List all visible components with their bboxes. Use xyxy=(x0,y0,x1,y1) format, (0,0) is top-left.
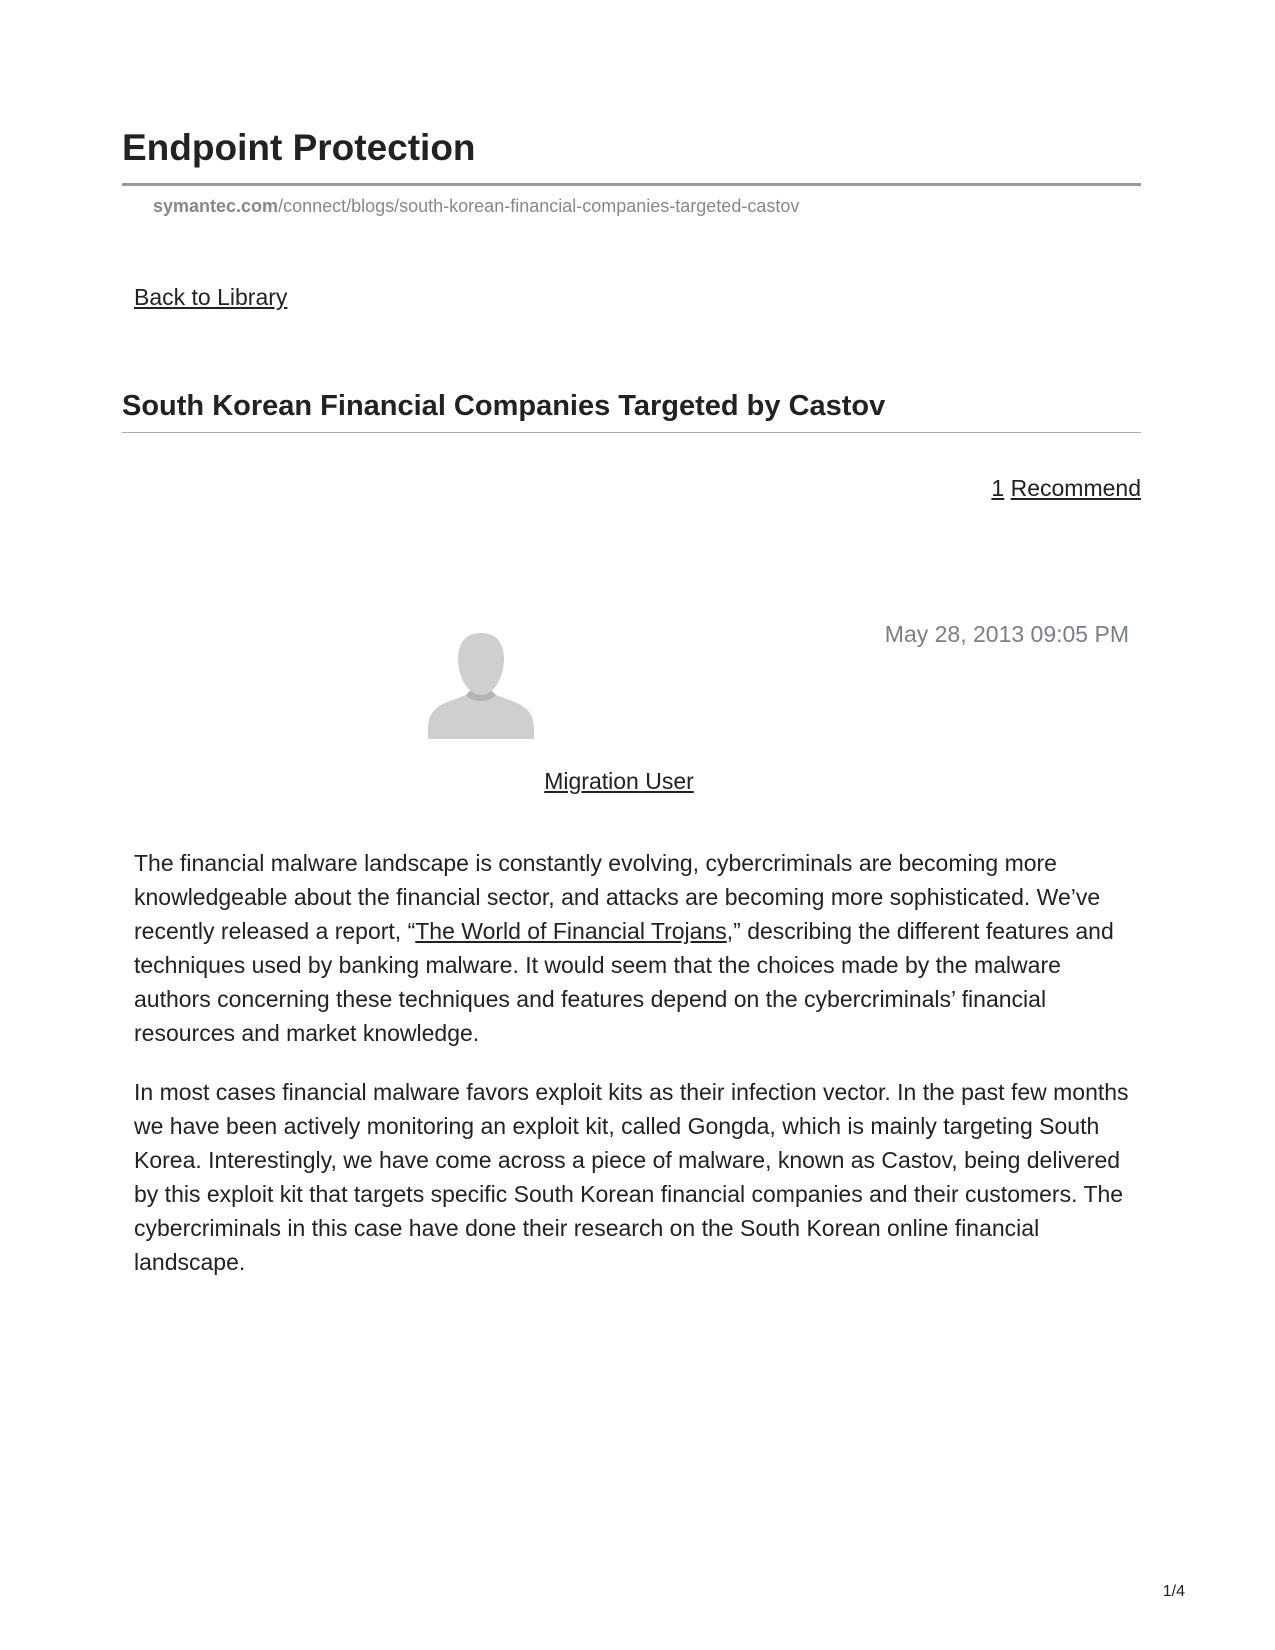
paragraph-1-text-end: ,” describing the different features and techniques used by banking malware. It would seem that the choices made by the malware authors concerning these techniques and features depend on the cybercriminals’ financial resources and market knowledge. xyxy=(134,918,1114,1046)
financial-trojans-report-link[interactable]: The World of Financial Trojans xyxy=(415,918,727,944)
title-divider xyxy=(122,183,1141,186)
article-paragraph-1 xyxy=(134,846,1139,1050)
source-url-path: /connect/blogs/south-korean-financial-companies-targeted-castov xyxy=(278,196,800,216)
author-link[interactable]: Migration User xyxy=(544,768,694,794)
source-url-domain: symantec.com xyxy=(153,196,279,216)
article-title-divider xyxy=(122,432,1141,433)
page-number: 1/4 xyxy=(1162,1583,1185,1600)
author xyxy=(0,767,1238,795)
paragraph-1-text-start: The financial malware landscape is constantly evolving, cybercriminals are becoming more knowledgeable about the financial sector, and attacks are becoming more sophisticated. We’ve recently released a report, “ xyxy=(134,850,1101,944)
source-url xyxy=(153,195,799,217)
article-title: South Korean Financial Companies Targeted by Castov xyxy=(122,390,886,422)
recommend-link[interactable]: Recommend xyxy=(1010,475,1141,501)
article-paragraph-2: In most cases financial malware favors exploit kits as their infection vector. In the past few months we have been actively monitoring an exploit kit, called Gongda, which is mainly targeting South Korea. Interestingly, we have come across a piece of malware, known as Castov, being delivered by this exploit kit that targets specific South Korean financial companies and their customers. The cybercriminals in this case have done their research on the South Korean online financial landscape. xyxy=(134,1079,1129,1275)
recommend-widget xyxy=(991,474,1141,502)
recommend-count-link[interactable]: 1 xyxy=(991,475,1005,501)
site-title: Endpoint Protection xyxy=(122,127,476,168)
user-silhouette-icon xyxy=(428,633,534,739)
back-to-library-link[interactable]: Back to Library xyxy=(134,284,288,310)
post-date: May 28, 2013 09:05 PM xyxy=(884,621,1129,647)
